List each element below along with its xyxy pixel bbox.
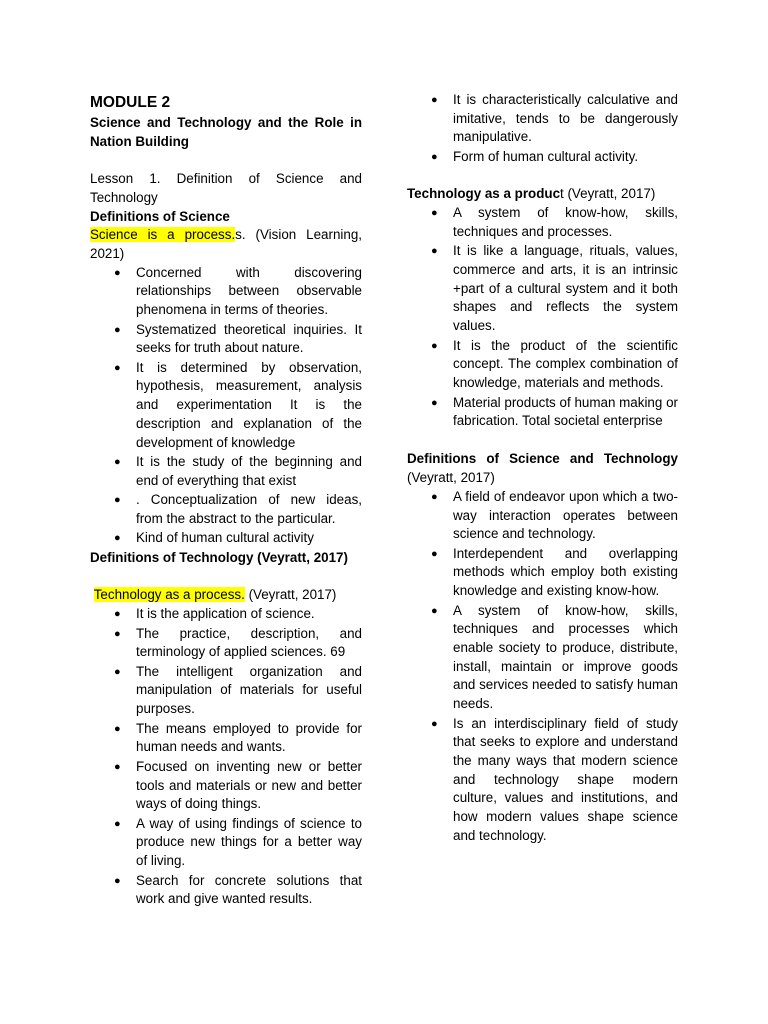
bullet-icon: ● [114, 361, 121, 374]
list-item-text: Search for concrete solutions that work and give wanted results. [136, 872, 362, 907]
list-item [407, 242, 678, 336]
list-item-text: Systematized theoretical inquiries. It seeks for truth about nature. [136, 321, 362, 356]
module-subtitle: Science and Technology and the Role in Nation Building [90, 115, 362, 149]
technology-process-highlight: Technology as a process. [93, 587, 245, 603]
bullet-icon: ● [431, 604, 438, 617]
bullet-icon: ● [431, 339, 438, 352]
science-technology-source: (Veyratt, 2017) [407, 470, 495, 486]
bullet-icon: ● [431, 490, 438, 503]
technology-process-line [90, 586, 362, 605]
bullet-icon: ● [114, 323, 121, 336]
science-bullet-list [90, 264, 362, 549]
spacer [90, 151, 362, 170]
bullet-icon: ● [431, 245, 438, 258]
list-item [407, 394, 678, 431]
bullet-icon: ● [114, 722, 121, 735]
list-item [407, 148, 678, 167]
list-item [407, 545, 678, 601]
bullet-icon: ● [431, 547, 438, 560]
list-item-text: A field of endeavor upon which a two-way interaction operates between science and technology. [453, 488, 678, 542]
list-item [90, 872, 362, 909]
bullet-icon: ● [114, 874, 121, 887]
list-item [407, 602, 678, 714]
science-heading: Definitions of Science [90, 208, 230, 224]
list-item [407, 715, 678, 846]
bullet-icon: ● [114, 608, 121, 621]
technology-product-source: t (Veyratt, 2017) [560, 186, 656, 202]
list-item-text: Interdependent and overlapping methods which employ both existing knowledge and existing know-how. [453, 545, 678, 599]
list-item [407, 204, 678, 241]
list-item-text: The means employed to provide for human needs and wants. [136, 720, 362, 755]
science-technology-label: Definitions of Science and Technology [407, 451, 678, 467]
technology-process-continued-list [407, 91, 678, 167]
list-item-text: It is the product of the scientific concept. The complex combination of knowledge, materials and methods. [453, 337, 678, 391]
list-item-text: The practice, description, and terminology of applied sciences. 69 [136, 625, 362, 660]
technology-heading: Definitions of Technology (Veyratt, 2017) [90, 549, 348, 565]
bullet-icon: ● [114, 760, 121, 773]
list-item [90, 264, 362, 320]
left-column [90, 90, 362, 910]
list-item-text: Form of human cultural activity. [453, 148, 639, 164]
right-column [407, 91, 678, 846]
bullet-icon: ● [431, 717, 438, 730]
list-item [90, 663, 362, 719]
list-item [90, 491, 362, 528]
bullet-icon: ● [114, 627, 121, 640]
spacer [407, 167, 678, 185]
list-item-text: Is an interdisciplinary field of study that seeks to explore and understand the many ways that modern science and technology shape modern culture, values and institutions, and how modern values shape science and technology. [453, 715, 678, 843]
list-item-text: The intelligent organization and manipulation of materials for useful purposes. [136, 663, 362, 717]
bullet-icon: ● [431, 150, 438, 163]
science-process-line [90, 226, 362, 263]
technology-process-source: (Veyratt, 2017) [244, 587, 337, 603]
list-item [90, 625, 362, 662]
list-item [90, 815, 362, 871]
spacer [90, 568, 362, 587]
list-item-text: Material products of human making or fabrication. Total societal enterprise [453, 394, 678, 429]
bullet-icon: ● [114, 532, 121, 545]
list-item [90, 720, 362, 757]
list-item [90, 758, 362, 814]
technology-product-heading [407, 185, 678, 204]
science-process-source: s. (Vision Learning, 2021) [90, 227, 362, 261]
lesson-title: Lesson 1. Definition of Science and Technology [90, 171, 362, 205]
science-technology-heading [407, 450, 678, 487]
bullet-icon: ● [431, 396, 438, 409]
bullet-icon: ● [114, 494, 121, 507]
list-item-text: Focused on inventing new or better tools and materials or new and better ways of doing things. [136, 758, 362, 812]
bullet-icon: ● [114, 266, 121, 279]
list-item [407, 91, 678, 147]
list-item [90, 321, 362, 358]
science-technology-bullet-list [407, 488, 678, 846]
list-item-text: It is like a language, rituals, values, commerce and arts, it is an intrinsic +part of a cultural system and it both shapes and reflects the system values. [453, 243, 678, 334]
bullet-icon: ● [431, 94, 438, 106]
bullet-icon: ● [431, 207, 438, 220]
list-item-text: It is determined by observation, hypothesis, measurement, analysis and experimentation It is the description and explanation of the development of knowledge [136, 359, 362, 450]
list-item-text: A system of know-how, skills, techniques and processes. [453, 205, 678, 239]
technology-product-label: Technology as a produc [407, 186, 561, 202]
list-item-text: Concerned with discovering relationships between observable phenomena in terms of theories. [136, 264, 362, 318]
list-item-text: It is characteristically calculative and imitative, tends to be dangerously manipulative. [453, 92, 678, 145]
module-title: MODULE 2 [90, 94, 171, 111]
list-item-text: Kind of human cultural activity [136, 530, 314, 546]
spacer [407, 432, 678, 451]
list-item [407, 337, 678, 393]
list-item-text: A system of know-how, skills, techniques and processes which enable society to produce, distribute, install, maintain or improve goods and services needed to satisfy human needs. [453, 602, 678, 712]
list-item-text: It is the study of the beginning and end of everything that exist [136, 454, 362, 488]
list-item [90, 359, 362, 453]
technology-product-bullet-list [407, 204, 678, 431]
science-process-highlight: Science is a process. [90, 227, 236, 243]
list-item [407, 488, 678, 544]
bullet-icon: ● [114, 665, 121, 678]
list-item-text: A way of using findings of science to produce new things for a better way of living. [136, 815, 362, 869]
bullet-icon: ● [114, 817, 121, 830]
list-item-text: It is the application of science. [136, 606, 315, 622]
list-item [90, 529, 362, 548]
technology-process-bullet-list [90, 605, 362, 909]
list-item [90, 605, 362, 624]
list-item [90, 453, 362, 490]
bullet-icon: ● [114, 456, 121, 469]
list-item-text: . Conceptualization of new ideas, from the abstract to the particular. [136, 492, 362, 526]
